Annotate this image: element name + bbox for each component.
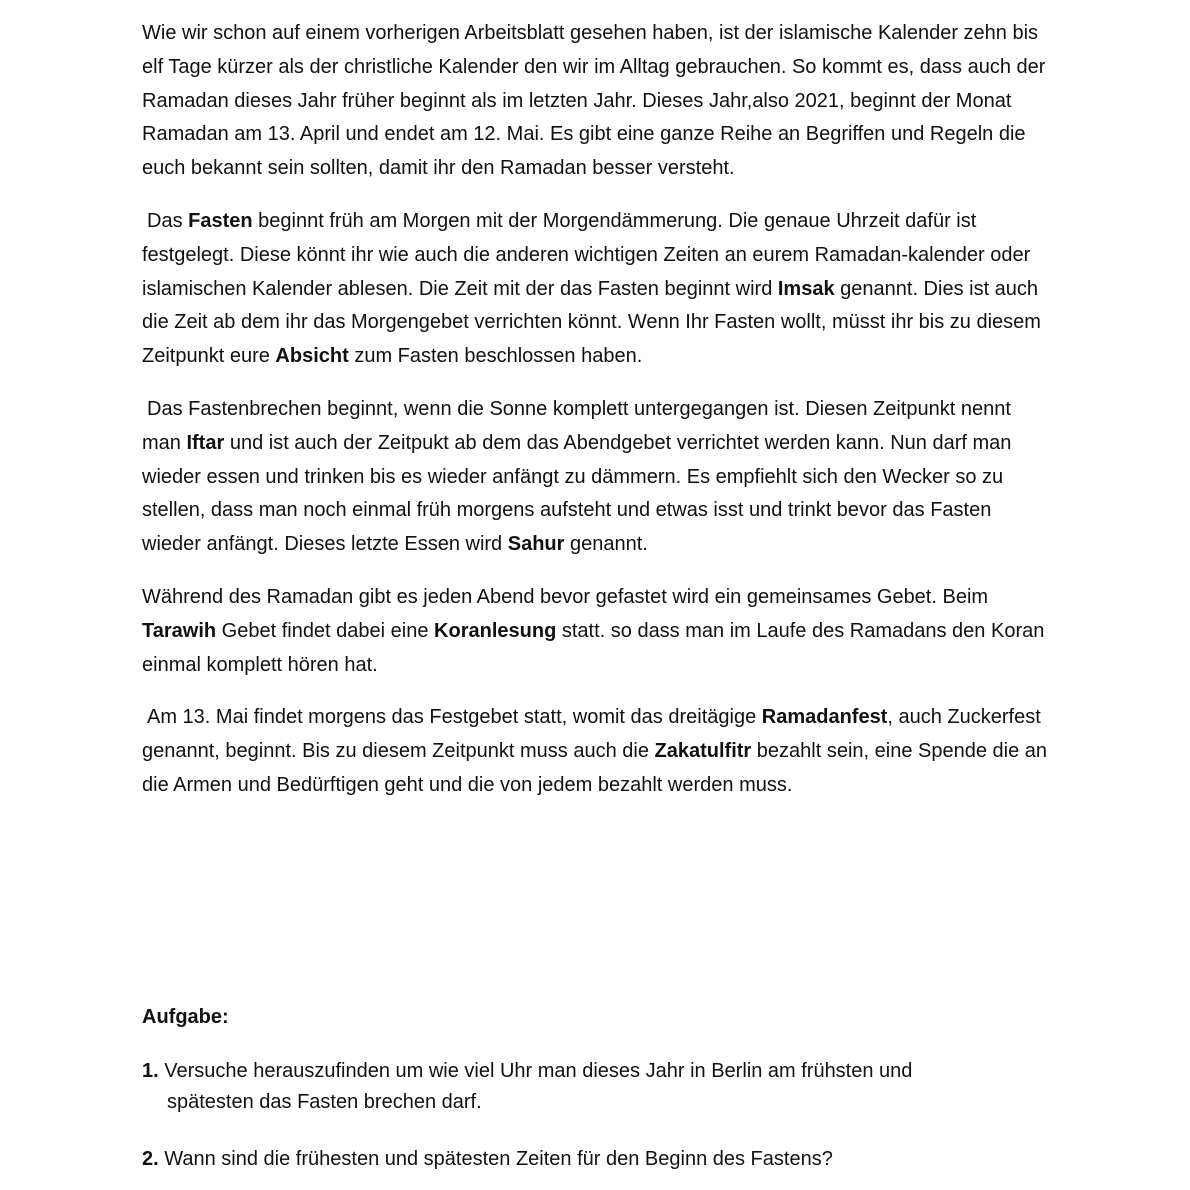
- text-segment: Wie wir schon auf einem vorherigen Arbeitsblatt gesehen haben, ist der islamische Kalender zehn bis elf Tage kürzer als der christliche Kalender den wir im Alltag gebrauchen. So kommt es, dass auch der Ramadan dieses Jahr früher beginnt als im letzten Jahr. Dieses Jahr,also 2021, beginnt der Monat Ramadan am 13. April und endet am 12. Mai. Es gibt eine ganze Reihe an Begriffen und Regeln die euch bekannt sein sollten, damit ihr den Ramadan besser versteht.: [142, 22, 1046, 180]
- paragraph-intro: [142, 17, 1052, 186]
- text-segment: Während des Ramadan gibt es jeden Abend bevor gefastet wird ein gemeinsames Gebet. Beim: [142, 585, 989, 608]
- task-number: 1.: [142, 1060, 159, 1082]
- term-sahur: Sahur: [507, 533, 565, 556]
- text-segment: Am 13. Mai findet morgens das Festgebet statt, womit das dreitägige: [147, 706, 762, 729]
- text-segment: , auch Zuckerfest genannt, beginnt. Bis zu diesem Zeitpunkt muss auch die: [142, 706, 1041, 763]
- task-item-1: [142, 1056, 1052, 1118]
- term-ramadanfest: Ramadanfest: [761, 706, 888, 729]
- task-text-line1: Versuche herauszufinden um wie viel Uhr man dieses Jahr in Berlin am frühsten und: [164, 1060, 913, 1082]
- paragraph-iftar: [142, 393, 1052, 562]
- document-body: [142, 17, 1052, 822]
- text-segment: beginnt früh am Morgen mit der Morgendämmerung. Die genaue Uhrzeit dafür ist festgelegt. Diese könnt ihr wie auch die anderen wichtigen Zeiten an eurem Ramadan-kalender oder islamischen Kalender ablesen. Die Zeit mit der das Fasten beginnt wird: [142, 209, 1031, 300]
- task-text-line2: spätesten das Fasten brechen darf.: [167, 1091, 482, 1113]
- paragraph-ramadanfest: [142, 701, 1052, 802]
- paragraph-tarawih: [142, 581, 1052, 682]
- task-item-2: [142, 1144, 1052, 1175]
- task-text-line1: Wann sind die frühesten und spätesten Zeiten für den Beginn des Fastens?: [164, 1148, 833, 1170]
- text-segment: Das: [147, 209, 189, 232]
- term-imsak: Imsak: [777, 277, 835, 300]
- term-absicht: Absicht: [275, 345, 349, 368]
- text-segment: zum Fasten beschlossen haben.: [348, 345, 643, 368]
- term-iftar: Iftar: [186, 431, 225, 454]
- term-tarawih: Tarawih: [142, 619, 217, 642]
- task-number: 2.: [142, 1148, 159, 1170]
- text-segment: statt. so dass man im Laufe des Ramadans den Koran einmal komplett hören hat.: [142, 619, 1045, 676]
- term-zakatulfitr: Zakatulfitr: [654, 740, 752, 763]
- text-segment: genannt. Dies ist auch die Zeit ab dem ihr das Morgengebet verrichten könnt. Wenn Ihr Fasten wollt, müsst ihr bis zu diesem Zeitpunkt eure: [142, 277, 1041, 368]
- term-fasten: Fasten: [188, 209, 253, 232]
- term-koranlesung: Koranlesung: [434, 619, 557, 642]
- text-segment: genannt.: [564, 533, 648, 556]
- task-heading: Aufgabe:: [142, 1006, 229, 1028]
- text-segment: Das Fastenbrechen beginnt, wenn die Sonne komplett untergegangen ist. Diesen Zeitpunkt nennt man: [142, 397, 1011, 454]
- text-segment: bezahlt sein, eine Spende die an die Armen und Bedürftigen geht und die von jedem bezahlt werden muss.: [142, 740, 1047, 796]
- paragraph-fasten: [142, 205, 1052, 374]
- text-segment: und ist auch der Zeitpukt ab dem das Abendgebet verrichtet werden kann. Nun darf man wieder essen und trinken bis es wieder anfängt zu dämmern. Es empfiehlt sich den Wecker so zu stellen, dass man noch einmal früh morgens aufsteht und etwas isst und trinkt bevor das Fasten wieder anfängt. Dieses letzte Essen wird: [142, 431, 1012, 556]
- text-segment: Gebet findet dabei eine: [216, 619, 435, 642]
